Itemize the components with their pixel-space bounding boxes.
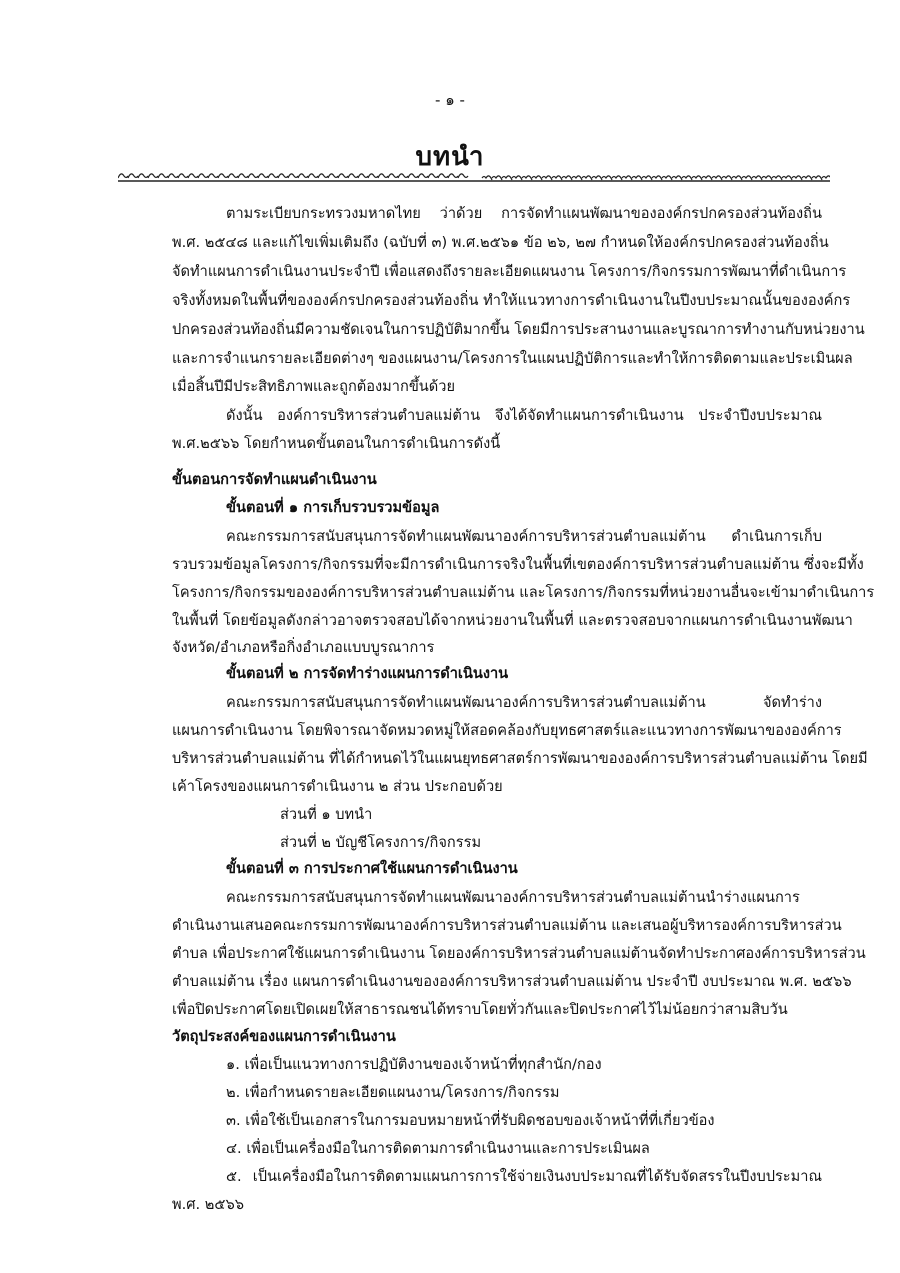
ornament-wave (512, 176, 522, 180)
objective-item: ๔. เพื่อเป็นเครื่องมือในการติดตามการดำเนินงานและการประเมินผล (226, 1140, 650, 1157)
ornament-wave (692, 176, 702, 180)
step1-line: รวบรวมข้อมูลโครงการ/กิจกรรมที่จะมีการดำเนินการจริงในพื้นที่เขตองค์การบริหารส่วนตำบลแม่ต้าน ซึ่งจะมีทั้ง (172, 556, 864, 573)
ornament-wave (168, 174, 178, 178)
ornament-wave (572, 176, 582, 180)
ornament-wave (118, 174, 128, 178)
ornament-wave (378, 174, 388, 178)
ornament-wave (582, 176, 592, 180)
ornament-wave (562, 176, 572, 180)
ornament-wave (268, 174, 278, 178)
ornament-wave (502, 176, 512, 180)
ornament-wave (822, 176, 830, 180)
objective-item: ๓. เพื่อใช้เป็นเอกสารในการมอบหมายหน้าที่รับผิดชอบของเจ้าหน้าที่ที่เกี่ยวข้อง (226, 1112, 715, 1129)
intro-line: ปกครองส่วนท้องถิ่นมีความชัดเจนในการปฏิบัติมากขึ้น โดยมีการประสานงานและบูรณาการทำงานกับหน่วยงาน (172, 321, 865, 338)
ornament-wave (348, 174, 358, 178)
ornament-wave (298, 174, 308, 178)
ornament-wave (762, 176, 772, 180)
ornament-wave (178, 174, 188, 178)
intro-line: และการจำแนกรายละเอียดต่างๆ ของแผนงาน/โครงการในแผนปฏิบัติการและทำให้การติดตามและประเมินผล (172, 350, 853, 367)
procedure-heading: ขั้นตอนการจัดทำแผนดำเนินงาน (172, 471, 377, 488)
ornament-wave (772, 176, 782, 180)
step3-line: เพื่อปิดประกาศโดยเปิดเผยให้สาธารณชนได้ทราบโดยทั่วกันและปิดประกาศไว้ไม่น้อยกว่าสามสิบวัน (172, 1001, 788, 1018)
ornament-wave (662, 176, 672, 180)
objectives-heading: วัตถุประสงค์ของแผนการดำเนินงาน (172, 1028, 396, 1045)
ornament-wave (128, 174, 138, 178)
step3-heading: ขั้นตอนที่ ๓ การประกาศใช้แผนการดำเนินงาน (226, 860, 518, 877)
step2-line: บริหารส่วนตำบลแม่ต้าน ที่ได้กำหนดไว้ในแผนยุทธศาสตร์การพัฒนาขององค์การบริหารส่วนตำบลแม่ต้าน โดยมี (172, 750, 868, 767)
ornament-wave (542, 176, 552, 180)
ornament-wave (632, 176, 642, 180)
ornament-wave (278, 174, 288, 178)
ornament-wave (612, 176, 622, 180)
ornament-wave (228, 174, 238, 178)
ornament-wave (258, 174, 268, 178)
step2-line: คณะกรรมการสนับสนุนการจัดทำแผนพัฒนาองค์การบริหารส่วนตำบลแม่ต้าน จัดทำร่าง (226, 694, 822, 711)
ornament-wave (318, 174, 328, 178)
ornament-wave (238, 174, 248, 178)
step1-line: จังหวัด/อำเภอหรือกิ่งอำเภอแบบบูรณาการ (172, 639, 435, 656)
step1-line: คณะกรรมการสนับสนุนการจัดทำแผนพัฒนาองค์การบริหารส่วนตำบลแม่ต้าน ดำเนินการเก็บ (226, 528, 822, 545)
ornament-wave (712, 176, 722, 180)
ornament-wave (338, 174, 348, 178)
step3-line: ตำบล เพื่อประกาศใช้แผนการดำเนินงาน โดยองค์การบริหารส่วนตำบลแม่ต้านจัดทำประกาศองค์การบริหารส่วน (172, 945, 866, 962)
ornament-wave (602, 176, 612, 180)
ornament-wave (732, 176, 742, 180)
ornament-wave (652, 176, 662, 180)
ornament-wave (368, 174, 378, 178)
step2-line: แผนการดำเนินงาน โดยพิจารณาจัดหมวดหมู่ให้สอดคล้องกับยุทธศาสตร์และแนวทางการพัฒนาขององค์การ (172, 722, 842, 739)
ornament-wave (482, 176, 492, 180)
ornament-wave (782, 176, 792, 180)
ornament-wave (752, 176, 762, 180)
step2-heading: ขั้นตอนที่ ๒ การจัดทำร่างแผนการดำเนินงาน (226, 665, 509, 682)
intro-line: จริงทั้งหมดในพื้นที่ขององค์กรปกครองส่วนท้องถิ่น ทำให้แนวทางการดำเนินงานในปีงบประมาณนั้นขององค์กร (172, 292, 851, 309)
ornament-wave (642, 176, 652, 180)
objective-continuation: พ.ศ. ๒๕๖๖ (172, 1196, 244, 1213)
ornament-wave (408, 174, 418, 178)
ornament-wave (742, 176, 752, 180)
ornament-wave (682, 176, 692, 180)
step3-line: ดำเนินงานเสนอคณะกรรมการพัฒนาองค์การบริหารส่วนตำบลแม่ต้าน และเสนอผู้บริหารองค์การบริหารส่วน (172, 917, 842, 934)
ornament-wave (802, 176, 812, 180)
ornament-wave (438, 174, 448, 178)
ornament-wave (218, 174, 228, 178)
ornament-wave (552, 176, 562, 180)
ornament-wave (428, 174, 438, 178)
step1-heading: ขั้นตอนที่ ๑ การเก็บรวบรวมข้อมูล (226, 499, 440, 516)
ornament-wave (792, 176, 802, 180)
step2-part: ส่วนที่ ๒ บัญชีโครงการ/กิจกรรม (280, 834, 482, 851)
page-number: - ๑ - (435, 91, 465, 109)
ornament-wave (158, 174, 168, 178)
ornament-wave (138, 174, 148, 178)
ornament-wave (592, 176, 602, 180)
ornament-wave (622, 176, 632, 180)
ornament-wave (532, 176, 542, 180)
intro-line: จัดทำแผนการดำเนินงานประจำปี เพื่อแสดงถึงรายละเอียดแผนงาน โครงการ/กิจกรรมการพัฒนาที่ดำเนินการ (172, 263, 847, 280)
ornament-wave (492, 176, 502, 180)
intro-line: พ.ศ. ๒๕๔๘ และแก้ไขเพิ่มเติมถึง (ฉบับที่ ๓) พ.ศ.๒๕๖๑ ข้อ ๒๖, ๒๗ กำหนดให้องค์กรปกครองส่วนท้องถิ่น (172, 234, 829, 251)
ornament-wave (702, 176, 712, 180)
ornament-wave (388, 174, 398, 178)
intro-line: ตามระเบียบกระทรวงมหาดไทย ว่าด้วย การจัดทำแผนพัฒนาขององค์กรปกครองส่วนท้องถิ่น (226, 205, 822, 222)
step1-line: โครงการ/กิจกรรมขององค์การบริหารส่วนตำบลแม่ต้าน และโครงการ/กิจกรรมที่หน่วยงานอื่นจะเข้ามาดำเนินการ (172, 584, 875, 601)
therefore-line: ดังนั้น องค์การบริหารส่วนตำบลแม่ต้าน จึงได้จัดทำแผนการดำเนินงาน ประจำปีงบประมาณ (226, 407, 822, 424)
ornament-wave (458, 174, 468, 178)
decorative-divider (118, 169, 830, 183)
ornament-wave (148, 174, 158, 178)
ornament-wave (328, 174, 338, 178)
step2-line: เค้าโครงของแผนการดำเนินงาน ๒ ส่วน ประกอบด้วย (172, 778, 503, 795)
ornament-wave (208, 174, 218, 178)
ornament-wave (358, 174, 368, 178)
objective-item: ๕. เป็นเครื่องมือในการติดตามแผนการการใช้จ่ายเงินงบประมาณที่ได้รับจัดสรรในปีงบประมาณ (226, 1168, 822, 1185)
ornament-wave (522, 176, 532, 180)
therefore-line: พ.ศ.๒๕๖๖ โดยกำหนดขั้นตอนในการดำเนินการดังนี้ (172, 435, 501, 452)
page-title: บทนำ (415, 142, 485, 172)
ornament-wave (448, 174, 458, 178)
step3-line: คณะกรรมการสนับสนุนการจัดทำแผนพัฒนาองค์การบริหารส่วนตำบลแม่ต้านนำร่างแผนการ (226, 889, 800, 906)
ornament-wave (398, 174, 408, 178)
ornament-wave (812, 176, 822, 180)
step3-line: ตำบลแม่ต้าน เรื่อง แผนการดำเนินงานขององค์การบริหารส่วนตำบลแม่ต้าน ประจำปี งบประมาณ พ.ศ. ๒๕๖๖ (172, 973, 852, 990)
step1-line: ในพื้นที่ โดยข้อมูลดังกล่าวอาจตรวจสอบได้จากหน่วยงานในพื้นที่ และตรวจสอบจากแผนการดำเนินงานพัฒนา (172, 612, 853, 629)
ornament-wave (248, 174, 258, 178)
ornament-wave (308, 174, 318, 178)
ornament-wave (198, 174, 208, 178)
objective-item: ๒. เพื่อกำหนดรายละเอียดแผนงาน/โครงการ/กิจกรรม (226, 1084, 560, 1101)
step2-part: ส่วนที่ ๑ บทนำ (280, 806, 373, 823)
ornament-wave (418, 174, 428, 178)
ornament-wave (672, 176, 682, 180)
ornament-wave (288, 174, 298, 178)
ornament-wave (188, 174, 198, 178)
intro-line: เมื่อสิ้นปีมีประสิทธิภาพและถูกต้องมากขึ้นด้วย (172, 378, 456, 395)
ornament-wave (722, 176, 732, 180)
objective-item: ๑. เพื่อเป็นแนวทางการปฏิบัติงานของเจ้าหน้าที่ทุกสำนัก/กอง (226, 1056, 602, 1073)
